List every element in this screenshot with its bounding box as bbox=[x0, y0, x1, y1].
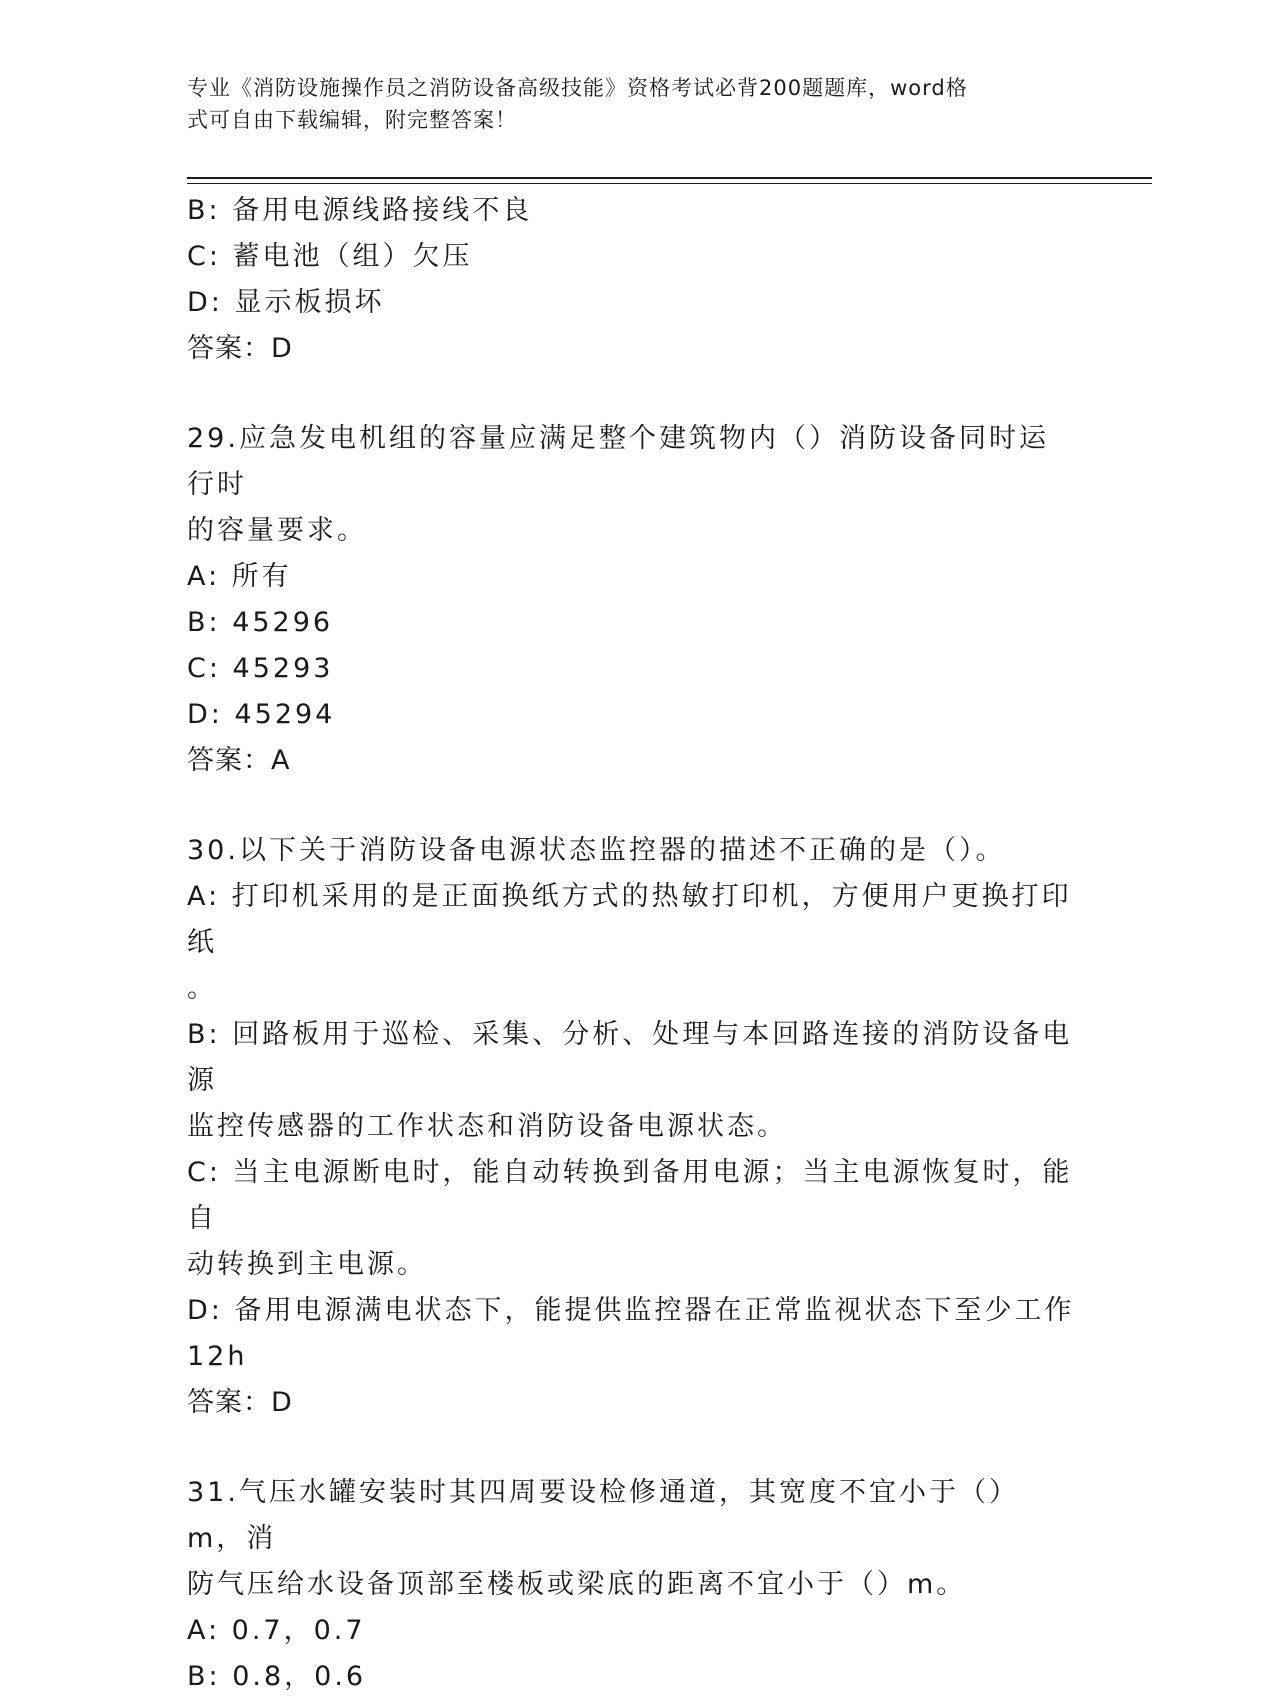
header-line-2: 式可自由下载编辑，附完整答案！ bbox=[187, 108, 517, 132]
q29-stem-line-1: 29.应急发电机组的容量应满足整个建筑物内（）消防设备同时运行时 bbox=[187, 423, 1049, 500]
q30-stem: 30.以下关于消防设备电源状态监控器的描述不正确的是（）。 bbox=[187, 835, 1006, 866]
q28-answer: 答案：D bbox=[187, 333, 293, 364]
q28-option-c: C: 蓄电池（组）欠压 bbox=[187, 241, 473, 272]
document-header bbox=[187, 72, 1067, 136]
question-content bbox=[187, 188, 1077, 1700]
header-divider-thin bbox=[187, 183, 1152, 184]
q28-option-b: B: 备用电源线路接线不良 bbox=[187, 195, 533, 226]
q30-option-d-line-1: D: 备用电源满电状态下，能提供监控器在正常监视状态下至少工作 bbox=[187, 1295, 1075, 1326]
question-30 bbox=[187, 828, 1077, 1426]
q30-answer: 答案：D bbox=[187, 1387, 293, 1418]
spacer bbox=[187, 1426, 1077, 1470]
q29-option-b: B: 45296 bbox=[187, 607, 334, 638]
header-line-1: 专业《消防设施操作员之消防设备高级技能》资格考试必背200题题库，word格 bbox=[187, 76, 968, 100]
q31-stem-line-1: 31.气压水罐安装时其四周要设检修通道，其宽度不宜小于（）m，消 bbox=[187, 1477, 1019, 1554]
q29-option-a: A: 所有 bbox=[187, 561, 292, 592]
q30-option-a-line-2: 。 bbox=[187, 973, 217, 1004]
q28-option-d: D: 显示板损坏 bbox=[187, 287, 385, 318]
spacer bbox=[187, 784, 1077, 828]
q30-option-c-line-2: 动转换到主电源。 bbox=[187, 1249, 427, 1280]
q30-option-b-line-1: B: 回路板用于巡检、采集、分析、处理与本回路连接的消防设备电源 bbox=[187, 1019, 1073, 1096]
q31-option-b: B: 0.8，0.6 bbox=[187, 1661, 367, 1692]
q30-option-d-line-2: 12h bbox=[187, 1341, 248, 1372]
spacer bbox=[187, 372, 1077, 416]
q30-option-c-line-1: C: 当主电源断电时，能自动转换到备用电源；当主电源恢复时，能自 bbox=[187, 1157, 1073, 1234]
q30-option-b-line-2: 监控传感器的工作状态和消防设备电源状态。 bbox=[187, 1111, 787, 1142]
q31-stem-line-2: 防气压给水设备顶部至楼板或梁底的距离不宜小于（）m。 bbox=[187, 1569, 967, 1600]
q30-option-a-line-1: A: 打印机采用的是正面换纸方式的热敏打印机，方便用户更换打印纸 bbox=[187, 881, 1072, 958]
question-31 bbox=[187, 1470, 1077, 1700]
q29-answer: 答案：A bbox=[187, 745, 291, 776]
q29-stem-line-2: 的容量要求。 bbox=[187, 515, 367, 546]
q29-option-c: C: 45293 bbox=[187, 653, 334, 684]
q29-option-d: D: 45294 bbox=[187, 699, 336, 730]
question-29 bbox=[187, 416, 1077, 784]
question-28 bbox=[187, 188, 1077, 372]
q31-option-a: A: 0.7，0.7 bbox=[187, 1615, 366, 1646]
header-divider-thick bbox=[187, 177, 1152, 179]
